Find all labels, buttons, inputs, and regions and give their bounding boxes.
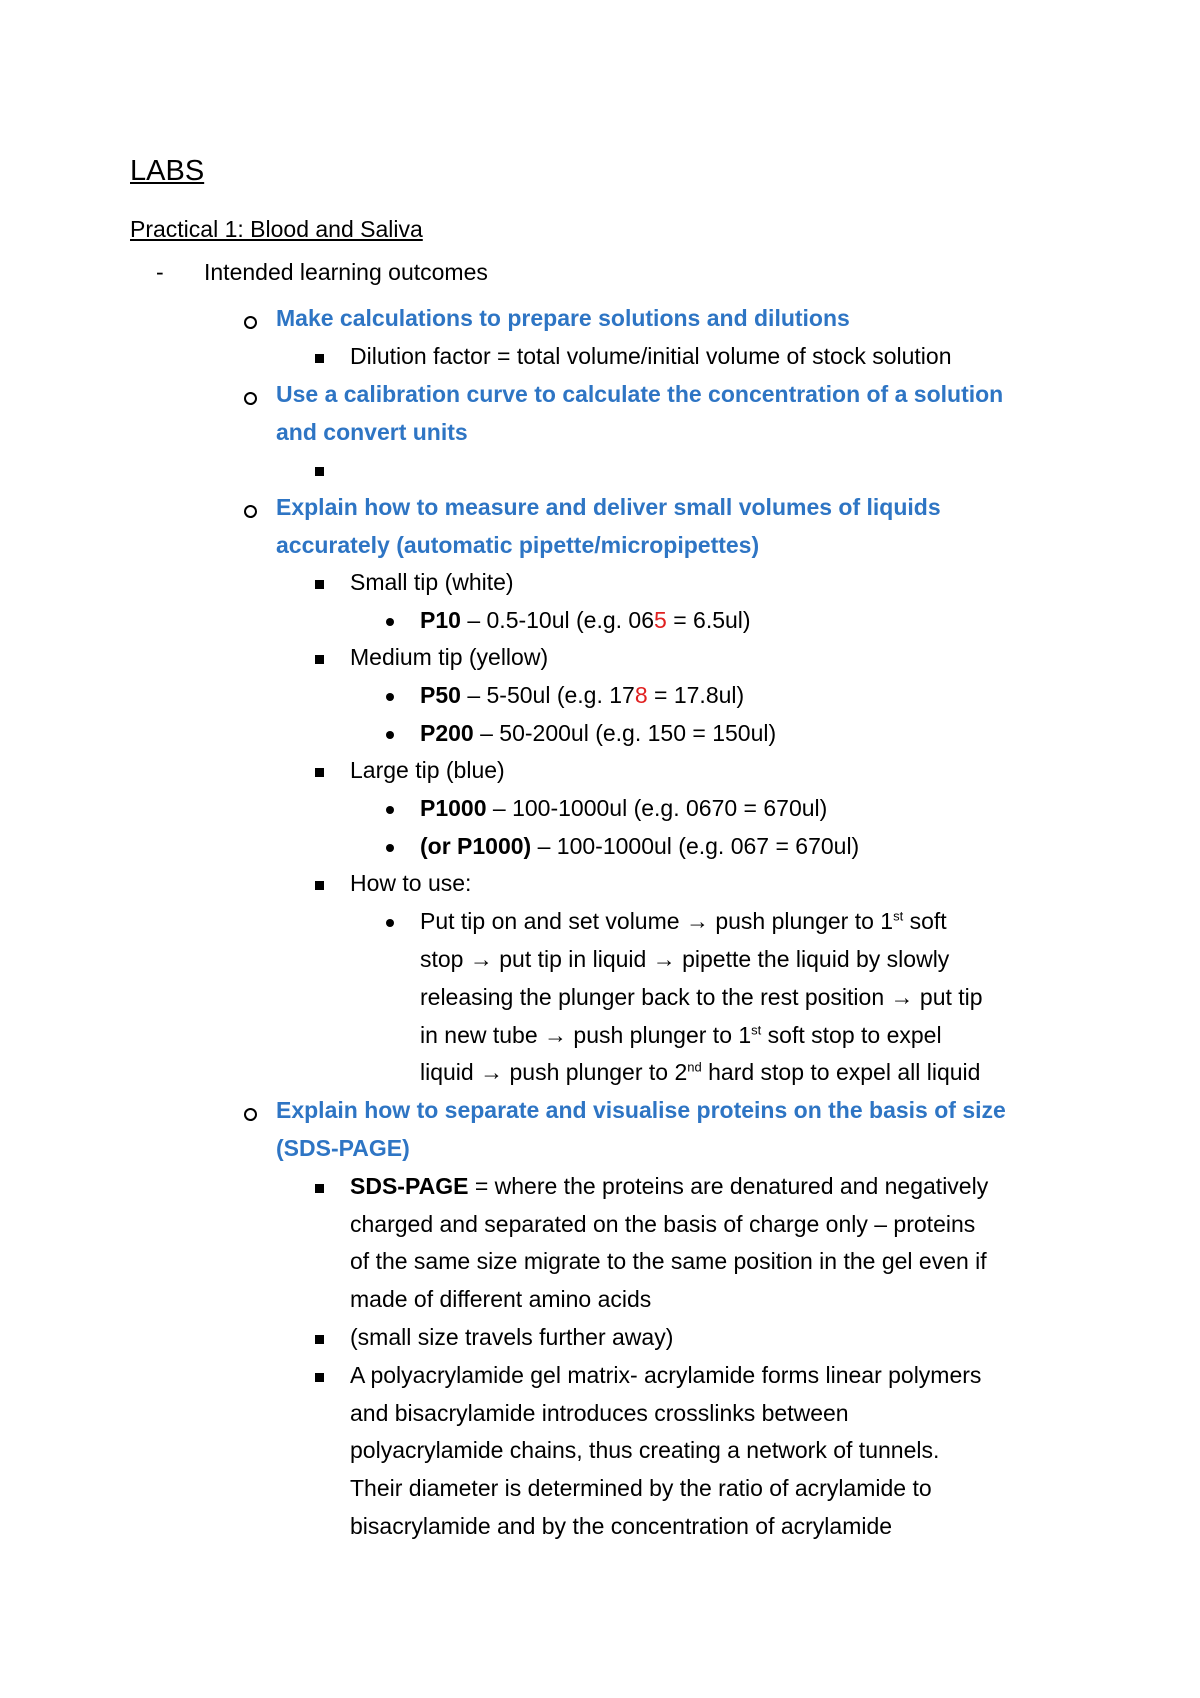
square-bullet	[315, 354, 324, 363]
use-text: releasing the plunger back to the rest position	[420, 984, 891, 1010]
arrow-icon: →	[469, 946, 493, 972]
sds-text: = where the proteins are denatured and negatively	[468, 1173, 989, 1199]
use-text: Put tip on and set volume	[420, 908, 686, 934]
square-bullet	[315, 1373, 324, 1382]
use-text: soft	[903, 908, 947, 934]
intended-outcomes: Intended learning outcomes	[204, 259, 488, 285]
square-bullet	[315, 1184, 324, 1193]
square-bullet	[315, 1335, 324, 1344]
dot-bullet	[386, 919, 394, 927]
use-text: push plunger to 2	[503, 1059, 688, 1085]
outcome-2-heading-line-1: Use a calibration curve to calculate the concentration of a solution	[276, 381, 1004, 407]
dilution-factor: Dilution factor = total volume/initial volume of stock solution	[350, 343, 952, 369]
use-text: push plunger to 1	[708, 908, 894, 934]
square-bullet	[315, 580, 324, 589]
outcome-3-heading-line-2: accurately (automatic pipette/micropipettes)	[276, 532, 760, 558]
gel-line-4: Their diameter is determined by the ratio of acrylamide to	[350, 1475, 932, 1501]
gel-line-5: bisacrylamide and by the concentration of acrylamide	[350, 1513, 893, 1539]
outcome-4-heading-line-2: (SDS-PAGE)	[276, 1135, 410, 1161]
practical-heading: Practical 1: Blood and Saliva	[130, 216, 423, 242]
arrow-icon: →	[685, 908, 709, 934]
dash-bullet: -	[156, 259, 164, 285]
sds-line-4: made of different amino acids	[350, 1286, 652, 1312]
small-tip: Small tip (white)	[350, 569, 514, 595]
sds-line-2: charged and separated on the basis of charge only – proteins	[350, 1211, 976, 1237]
p50-text-a: – 5-50ul (e.g. 17	[460, 682, 635, 708]
outcome-2-heading-line-2: and convert units	[276, 419, 468, 445]
outcome-3-heading-line-1: Explain how to measure and deliver small volumes of liquids	[276, 494, 941, 520]
p200-line	[420, 718, 776, 748]
use-text: put tip	[913, 984, 983, 1010]
sds-label: SDS-PAGE	[350, 1173, 469, 1199]
square-bullet	[315, 768, 324, 777]
p50-label: P50	[420, 682, 461, 708]
how-to-use: How to use:	[350, 870, 472, 896]
ordinal-suffix: st	[751, 1022, 762, 1038]
use-text: liquid	[420, 1059, 481, 1085]
p1000-label: P1000	[420, 795, 487, 821]
p1000-text: – 100-1000ul (e.g. 0670 = 670ul)	[486, 795, 828, 821]
dot-bullet	[386, 806, 394, 814]
dot-bullet	[386, 844, 394, 852]
medium-tip: Medium tip (yellow)	[350, 644, 549, 670]
arrow-icon: →	[480, 1059, 504, 1085]
p10-line	[420, 605, 751, 635]
circle-bullet	[244, 1108, 257, 1121]
dot-bullet	[386, 693, 394, 701]
arrow-icon: →	[544, 1022, 568, 1048]
ordinal-suffix: st	[893, 908, 904, 924]
sds-line-1	[350, 1171, 988, 1201]
circle-bullet	[244, 505, 257, 518]
outcome-4-heading-line-1: Explain how to separate and visualise proteins on the basis of size	[276, 1097, 1006, 1123]
square-bullet	[315, 881, 324, 890]
gel-line-2: and bisacrylamide introduces crosslinks between	[350, 1400, 849, 1426]
p200-text: – 50-200ul (e.g. 150 = 150ul)	[473, 720, 777, 746]
use-text: hard stop to expel all liquid	[701, 1059, 981, 1085]
use-step-line-4	[420, 1020, 942, 1050]
p10-red-digit: 5	[654, 607, 667, 633]
p50-line	[420, 680, 744, 710]
square-bullet	[315, 655, 324, 664]
p10-label: P10	[420, 607, 461, 633]
ordinal-suffix: nd	[687, 1059, 702, 1075]
dot-bullet	[386, 731, 394, 739]
p1000-line	[420, 793, 827, 823]
circle-bullet	[244, 392, 257, 405]
use-text: push plunger to 1	[567, 1022, 752, 1048]
gel-line-1: A polyacrylamide gel matrix- acrylamide forms linear polymers	[350, 1362, 982, 1388]
square-bullet	[315, 467, 324, 476]
sds-line-3: of the same size migrate to the same position in the gel even if	[350, 1248, 987, 1274]
p10-text-b: = 6.5ul)	[666, 607, 751, 633]
p50-text-b: = 17.8ul)	[647, 682, 745, 708]
use-text: in new tube	[420, 1022, 545, 1048]
use-step-line-1	[420, 906, 947, 936]
circle-bullet	[244, 316, 257, 329]
page-title: LABS	[130, 155, 205, 187]
use-text: put tip in liquid	[492, 946, 653, 972]
or-p1000-label: (or P1000)	[420, 833, 532, 859]
use-step-line-2	[420, 944, 949, 974]
p10-text-a: – 0.5-10ul (e.g. 06	[460, 607, 655, 633]
or-p1000-text: – 100-1000ul (e.g. 067 = 670ul)	[531, 833, 860, 859]
outcome-1-heading: Make calculations to prepare solutions and dilutions	[276, 305, 850, 331]
use-text: stop	[420, 946, 470, 972]
large-tip: Large tip (blue)	[350, 757, 505, 783]
use-text: soft stop to expel	[761, 1022, 942, 1048]
or-p1000-line	[420, 831, 859, 861]
p200-label: P200	[420, 720, 474, 746]
arrow-icon: →	[890, 984, 914, 1010]
dot-bullet	[386, 618, 394, 626]
use-step-line-3	[420, 982, 983, 1012]
arrow-icon: →	[652, 946, 676, 972]
use-step-line-5	[420, 1057, 980, 1087]
use-text: pipette the liquid by slowly	[675, 946, 950, 972]
small-size-note: (small size travels further away)	[350, 1324, 674, 1350]
p50-red-digit: 8	[634, 682, 648, 708]
gel-line-3: polyacrylamide chains, thus creating a network of tunnels.	[350, 1437, 940, 1463]
